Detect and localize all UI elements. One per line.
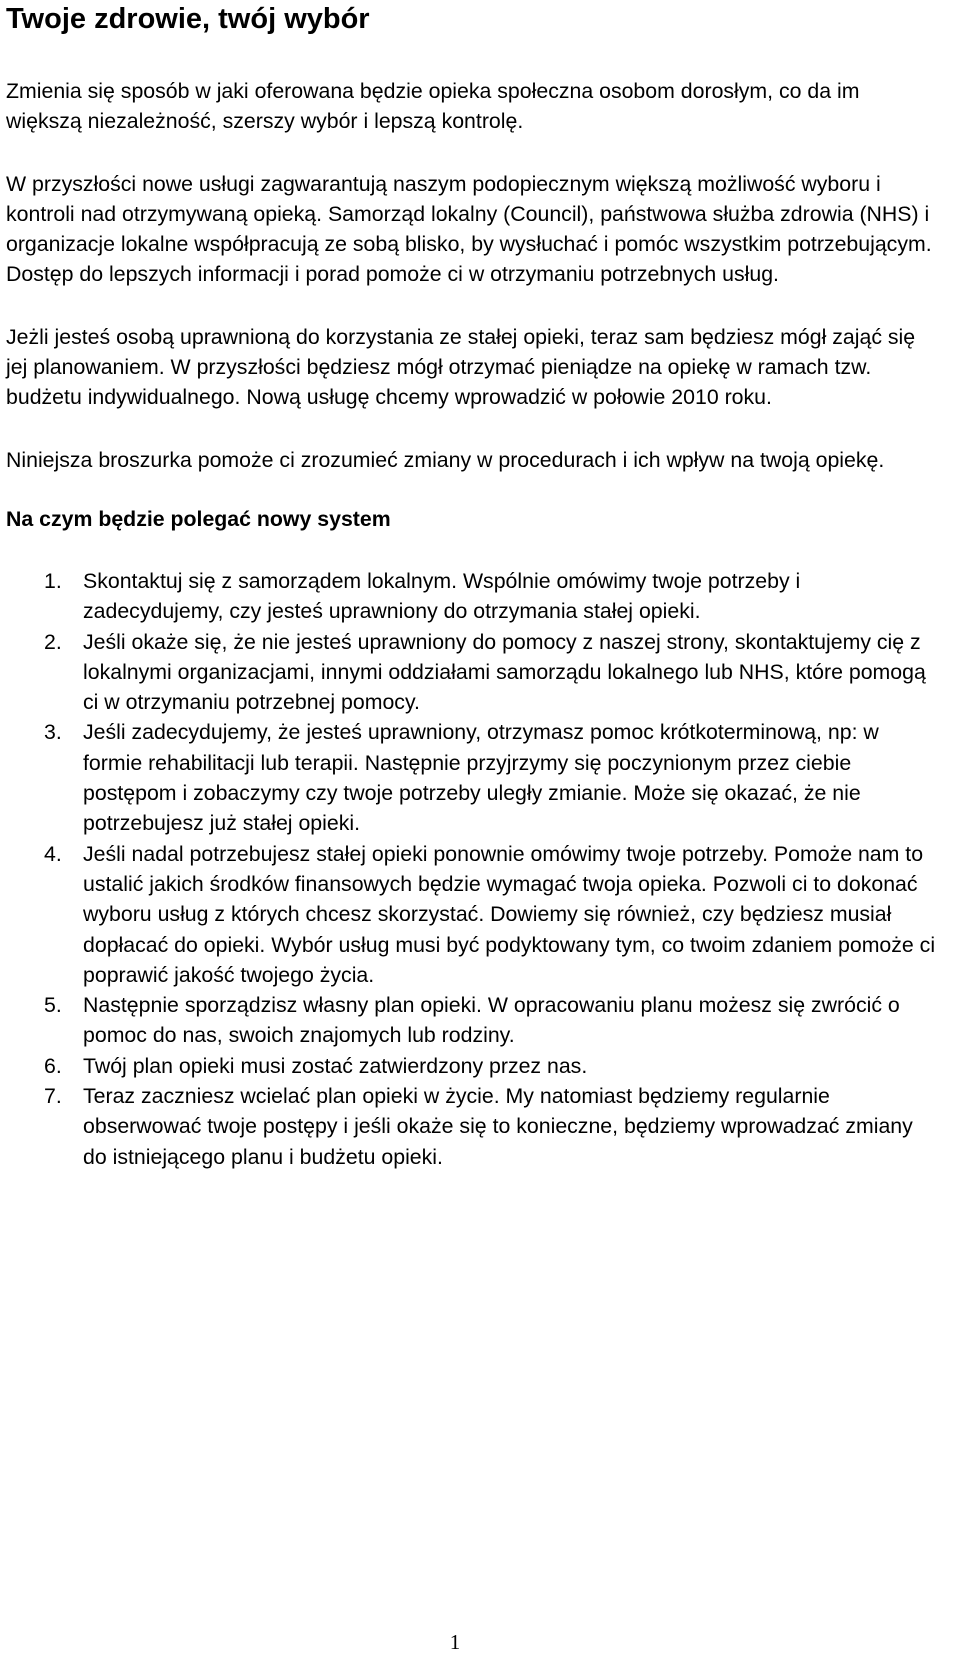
list-item [6, 717, 936, 838]
services-paragraph: W przyszłości nowe usługi zagwarantują naszym podopiecznym większą możliwość wyboru i kontroli nad otrzymywaną opieką. Samorząd lokalny (Council), państwowa służba zdrowia (NHS) i organizacje lokalne współpracują ze sobą blisko, by wysłuchać i pomóc wszystkim potrzebującym. Dostęp do lepszych informacji i porad pomoże ci w otrzymaniu potrzebnych usług. [6, 171, 932, 287]
list-item [6, 1081, 936, 1172]
list-item-number: 2. [44, 629, 62, 654]
list-item-text: Następnie sporządzisz własny plan opieki. W opracowaniu planu możesz się zwrócić o pomoc do nas, swoich znajomych lub rodziny. [83, 993, 900, 1048]
list-item [6, 839, 936, 990]
list-item [6, 1051, 936, 1081]
list-item-number: 3. [44, 720, 62, 745]
list-item [6, 627, 936, 718]
list-item-text: Teraz zaczniesz wcielać plan opieki w życie. My natomiast będziemy regularnie obserwować twoje postępy i jeśli okaże się to konieczne, będziemy wprowadzać zmiany do istniejącego planu i budżetu opieki. [83, 1084, 913, 1169]
page-title: Twoje zdrowie, twój wybór [6, 3, 370, 35]
brochure-paragraph: Niniejsza broszurka pomoże ci zrozumieć zmiany w procedurach i ich wpływ na twoją opiekę. [6, 447, 885, 472]
list-item-number: 1. [44, 568, 62, 593]
document-page [6, 0, 936, 1172]
section-heading: Na czym będzie polegać nowy system [6, 506, 391, 531]
list-item-number: 4. [44, 841, 62, 866]
steps-list [6, 566, 936, 1172]
list-item-text: Jeśli nadal potrzebujesz stałej opieki ponownie omówimy twoje potrzeby. Pomoże nam to ustalić jakich środków finansowych będzie wymagać twoja opieka. Pozwoli ci to dokonać wyboru usług z których chcesz skorzystać. Dowiemy się również, czy będziesz musiał dopłacać do opieki. Wybór usług musi być podyktowany tym, co twoim zdaniem pomoże ci poprawić jakość twojego życia. [83, 841, 936, 987]
list-item-number: 7. [44, 1084, 62, 1109]
list-item-text: Jeśli okaże się, że nie jesteś uprawniony do pomocy z naszej strony, skontaktujemy cię z lokalnymi organizacjami, innymi oddziałami samorządu lokalnego lub NHS, które pomogą ci w otrzymaniu potrzebnej pomocy. [83, 629, 926, 715]
list-item-number: 5. [44, 993, 62, 1018]
eligibility-paragraph: Jeżli jesteś osobą uprawnioną do korzystania ze stałej opieki, teraz sam będziesz mógł zająć się jej planowaniem. W przyszłości będziesz mógł otrzymać pieniądze na opiekę w ramach tzw. budżetu indywidualnego. Nową usługę chcemy wprowadzić w połowie 2010 roku. [6, 324, 916, 410]
list-item-text: Skontaktuj się z samorządem lokalnym. Wspólnie omówimy twoje potrzeby i zadecydujemy, czy jesteś uprawniony do otrzymania stałej opieki. [83, 568, 801, 624]
list-item [6, 990, 936, 1051]
list-item-text: Twój plan opieki musi zostać zatwierdzony przez nas. [83, 1053, 588, 1078]
intro-paragraph: Zmienia się sposób w jaki oferowana będzie opieka społeczna osobom dorosłym, co da im większą niezależność, szerszy wybór i lepszą kontrolę. [6, 79, 860, 134]
list-item-number: 6. [44, 1053, 62, 1078]
list-item [6, 566, 936, 627]
list-item-text: Jeśli zadecydujemy, że jesteś uprawniony, otrzymasz pomoc krótkoterminową, np: w formie rehabilitacji lub terapii. Następnie przyjrzymy się poczynionym przez ciebie postępom i zobaczymy czy twoje potrzeby uległy zmianie. Może się okazać, że nie potrzebujesz już stałej opieki. [83, 720, 879, 836]
page-number: 1 [449, 1630, 461, 1654]
